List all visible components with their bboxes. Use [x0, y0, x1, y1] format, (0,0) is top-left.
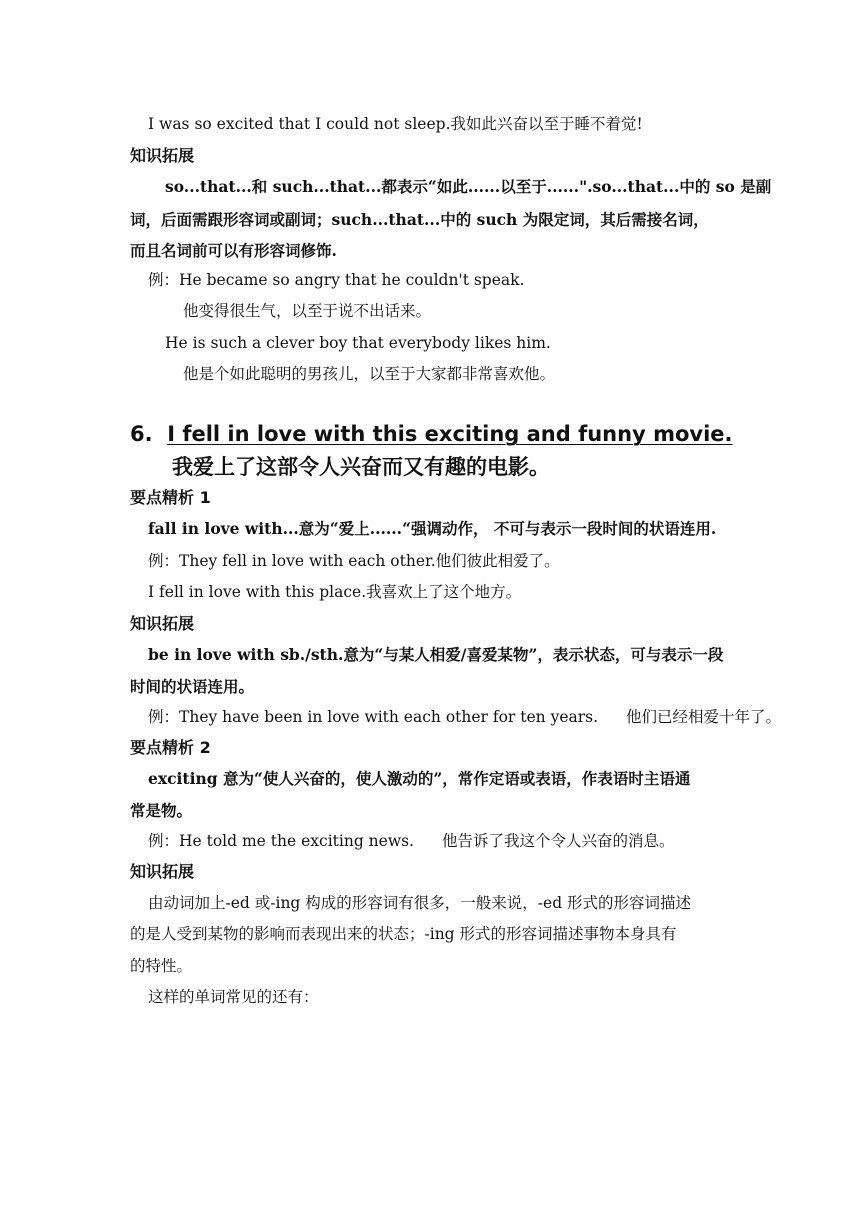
paragraph-line: fall in love with...意为“爱上......“强调动作， 不可与表示一段时间的状语连用.: [148, 519, 717, 538]
paragraph-line: 的特性。: [130, 957, 193, 975]
paragraph-line: exciting 意为“使人兴奋的，使人激动的”，常作定语或表语，作表语时主语通: [148, 769, 691, 788]
example-line: 例：He became so angry that he couldn't speak.: [148, 271, 525, 289]
section-heading: 知识拓展: [130, 862, 195, 881]
example-line: 例：He told me the exciting news. 他告诉了我这个令人兴奋的消息。: [148, 832, 675, 850]
example-line: 例：They have been in love with each other for ten years. 他们已经相爱十年了。: [148, 708, 782, 726]
example-line: I fell in love with this place.我喜欢上了这个地方。: [148, 583, 522, 601]
section-heading: 知识拓展: [130, 614, 195, 633]
item-number: 6.: [130, 422, 153, 446]
section-heading: 要点精析 2: [130, 738, 211, 757]
paragraph-line: be in love with sb./sth.意为“与某人相爱/喜爱某物”，表示状态，可与表示一段: [148, 645, 724, 664]
example-line: He is such a clever boy that everybody likes him.: [165, 334, 551, 352]
translation-line: 他是个如此聪明的男孩儿，以至于大家都非常喜欢他。: [183, 365, 556, 383]
section-heading: 要点精析 1: [130, 488, 211, 507]
paragraph-line: so...that...和 such...that...都表示“如此......以至于......".so...that...中的 so 是副: [165, 177, 772, 196]
paragraph-line: 的是人受到某物的影响而表现出来的状态；-ing 形式的形容词描述事物本身具有: [130, 925, 677, 943]
paragraph-line: 而且名词前可以有形容词修饰.: [130, 241, 337, 260]
paragraph-line: 由动词加上-ed 或-ing 构成的形容词有很多，一般来说，-ed 形式的形容词描述: [148, 894, 692, 912]
paragraph-line: 这样的单词常见的还有：: [148, 988, 319, 1006]
paragraph-line: 词，后面需跟形容词或副词；such...that...中的 such 为限定词，其后需接名词，: [130, 210, 709, 229]
item-title: [130, 420, 733, 448]
paragraph-line: 时间的状语连用。: [130, 677, 255, 696]
item-translation: 我爱上了这部令人兴奋而又有趣的电影。: [172, 455, 550, 479]
paragraph-line: 常是物。: [130, 801, 193, 820]
section-heading: 知识拓展: [130, 146, 195, 165]
example-sentence: I was so excited that I could not sleep.我如此兴奋以至于睡不着觉!: [148, 115, 643, 133]
item-sentence: I fell in love with this exciting and funny movie.: [167, 422, 733, 446]
translation-line: 他变得很生气，以至于说不出话来。: [183, 302, 432, 320]
example-line: 例：They fell in love with each other.他们彼此相爱了。: [148, 552, 560, 570]
